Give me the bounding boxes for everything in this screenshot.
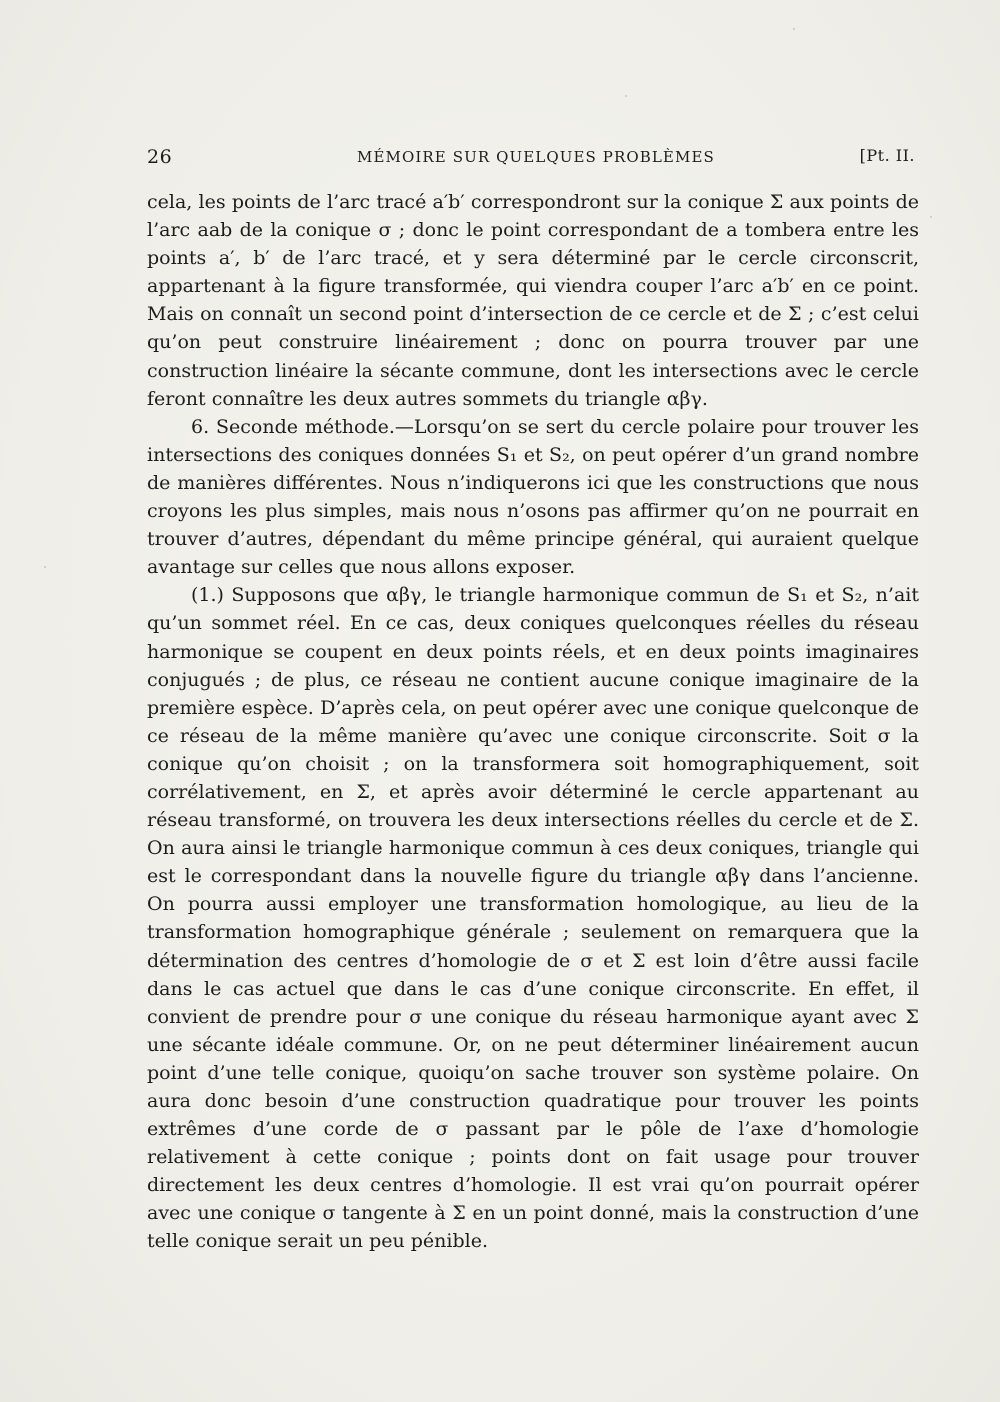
paper-speck	[625, 95, 627, 97]
page-header	[147, 144, 915, 172]
paragraph-case-1: (1.) Supposons que αβγ, le triangle harmonique commun de S₁ et S₂, n’ait qu’un sommet réel. En ce cas, deux coniques quelconques réelles du réseau harmonique se coupent en deux points réels, et en deux points imaginaires conjugués ; de plus, ce réseau ne contient aucune conique imaginaire de la première espèce. D’après cela, on peut opérer avec une conique quelconque de ce réseau de la même manière qu’avec une conique circonscrite. Soit σ la conique qu’on choisit ; on la transformera soit homographiquement, soit corrélativement, en Σ, et après avoir déterminé le cercle appartenant au réseau transformé, on trouvera les deux intersections réelles du cercle et de Σ. On aura ainsi le triangle harmonique commun à ces deux coniques, triangle qui est le correspondant dans la nouvelle figure du triangle αβγ dans l’ancienne. On pourra aussi employer une transformation homologique, au lieu de la transformation homographique générale ; seulement on remarquera que la détermination des centres d’homologie de σ et Σ est loin d’être aussi facile dans le cas actuel que dans le cas d’une conique circonscrite. En effet, il convient de prendre pour σ une conique du réseau harmonique ayant avec Σ une sécante idéale commune. Or, on ne peut déterminer linéairement aucun point d’une telle conique, quoiqu’on sache trouver son système polaire. On aura donc besoin d’une construction quadratique pour trouver les points extrêmes d’une corde de σ passant par le pôle de l’axe d’homologie relativement à cette conique ; points dont on fait usage pour trouver directement les deux centres d’homologie. Il est vrai qu’on pourrait opérer avec une conique σ tangente à Σ en un point donné, mais la construction d’une telle conique serait un peu pénible.	[147, 584, 919, 1253]
body-text	[147, 188, 919, 1256]
page-number: 26	[147, 146, 173, 168]
paper-speck	[793, 28, 795, 30]
paper-speck	[44, 566, 46, 568]
part-label: [Pt. II.	[859, 146, 915, 165]
running-title: MÉMOIRE SUR QUELQUES PROBLÈMES	[357, 148, 715, 166]
paragraph-continuation: cela, les points de l’arc tracé a′b′ correspondront sur la conique Σ aux points de l’arc aab de la conique σ ; donc le point correspondant de a tombera entre les points a′, b′ de l’arc tracé, et y sera déterminé par le cercle circonscrit, appartenant à la figure transformée, qui viendra couper l’arc a′b′ en ce point. Mais on connaît un second point d’intersection de ce cercle et de Σ ; c’est celui qu’on peut construire linéairement ; donc on pourra trouver par une construction linéaire la sécante commune, dont les intersections avec le cercle feront connaître les deux autres sommets du triangle αβγ.	[147, 191, 919, 410]
paragraph-section-6: 6. Seconde méthode.—Lorsqu’on se sert du cercle polaire pour trouver les intersections des coniques données S₁ et S₂, on peut opérer d’un grand nombre de manières différentes. Nous n’indiquerons ici que les constructions que nous croyons les plus simples, mais nous n’osons pas affirmer qu’on ne pourrait en trouver d’autres, dépendant du même principe général, qui auraient quelque avantage sur celles que nous allons exposer.	[147, 415, 919, 579]
paper-speck	[930, 216, 932, 218]
